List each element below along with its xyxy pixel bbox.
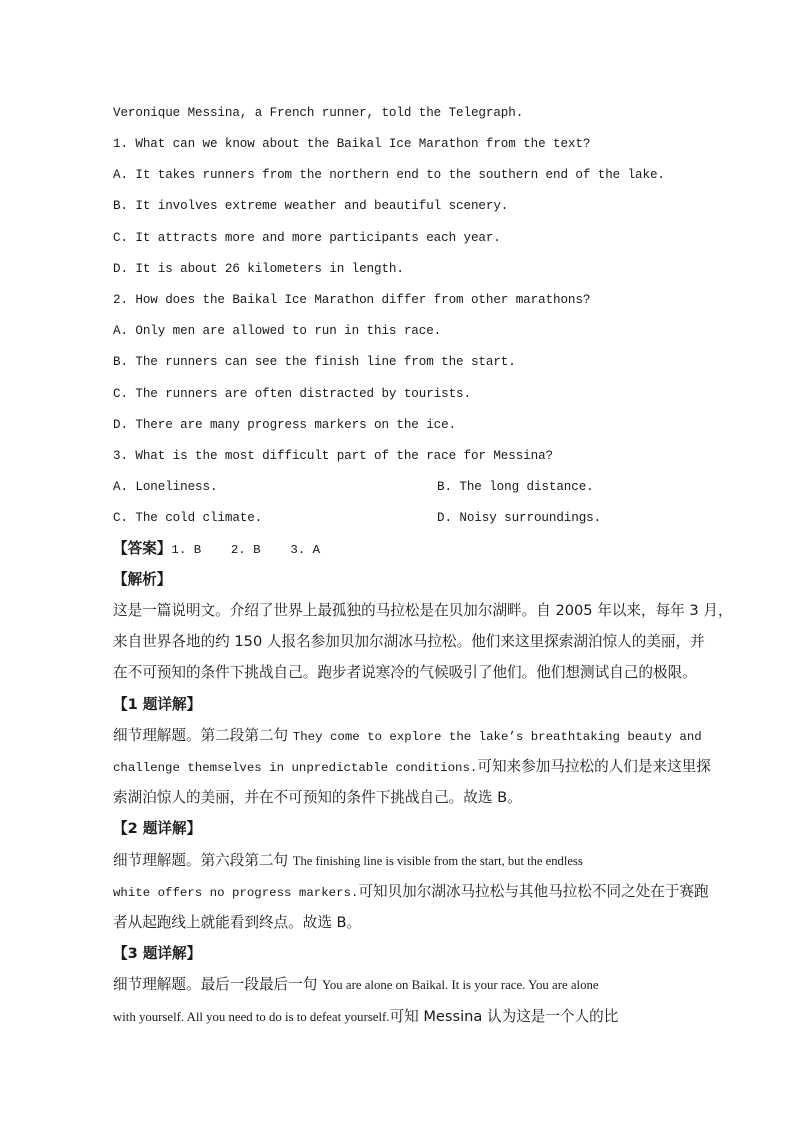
detail-1-line-3: 索湖泊惊人的美丽，并在不可预知的条件下挑战自己。故选 B。 (113, 789, 522, 806)
detail-2-label: 【2 题详解】 (113, 820, 202, 837)
detail-1-line-2-en: challenge themselves in unpredictable conditions. (113, 761, 478, 775)
question-3-options-row-1 (113, 478, 683, 496)
analysis-line-1: 这是一篇说明文。介绍了世界上最孤独的马拉松是在贝加尔湖畔。自 2005 年以来，每年 3 月， (113, 602, 733, 619)
detail-2-line-1-cn: 细节理解题。第六段第二句 (113, 852, 293, 869)
analysis-label: 【解析】 (113, 571, 172, 588)
question-2-option-a: A. Only men are allowed to run in this race. (113, 324, 442, 338)
detail-2-line-2 (113, 883, 709, 902)
detail-3-label: 【3 题详解】 (113, 945, 202, 962)
question-1-option-b: B. It involves extreme weather and beautiful scenery. (113, 199, 509, 213)
question-1-option-d: D. It is about 26 kilometers in length. (113, 262, 404, 276)
document-page (113, 0, 733, 1123)
intro-line: Veronique Messina, a French runner, told the Telegraph. (113, 106, 524, 120)
question-3-option-d: D. Noisy surroundings. (437, 511, 602, 525)
analysis-line-3: 在不可预知的条件下挑战自己。跑步者说寒冷的气候吸引了他们。他们想测试自己的极限。 (113, 664, 697, 681)
question-3-option-b: B. The long distance. (437, 480, 594, 494)
detail-2-line-2-en: white offers no progress markers. (113, 886, 359, 900)
detail-1-line-1-en: They come to explore the lake’s breathtaking beauty and (292, 730, 702, 744)
detail-1-label: 【1 题详解】 (113, 696, 202, 713)
answer-line (113, 540, 683, 559)
detail-3-line-2-en: with yourself. All you need to do is to defeat yourself. (113, 1010, 390, 1024)
detail-2-line-3: 者从起跑线上就能看到终点。故选 B。 (113, 914, 362, 931)
detail-1-line-2 (113, 758, 711, 777)
detail-1-line-1 (113, 727, 702, 746)
question-3-option-c: C. The cold climate. (113, 511, 263, 525)
question-1-option-c: C. It attracts more and more participants each year. (113, 231, 501, 245)
question-1-option-a: A. It takes runners from the northern end to the southern end of the lake. (113, 168, 665, 182)
question-2-option-b: B. The runners can see the finish line from the start. (113, 355, 516, 369)
question-2-option-c: C. The runners are often distracted by tourists. (113, 387, 471, 401)
detail-2-line-1-en: The finishing line is visible from the start, but the endless (292, 854, 583, 868)
analysis-line-2: 来自世界各地的约 150 人报名参加贝加尔湖冰马拉松。他们来这里探索湖泊惊人的美丽，并 (113, 633, 705, 650)
detail-3-line-2 (113, 1008, 683, 1026)
question-1: 1. What can we know about the Baikal Ice Marathon from the text? (113, 137, 591, 151)
detail-2-line-1 (113, 852, 683, 870)
answer-text: 1. B 2. B 3. A (171, 543, 321, 557)
question-3-option-a: A. Loneliness. (113, 480, 218, 494)
detail-1-line-2-cn: 可知来参加马拉松的人们是来这里探 (477, 758, 711, 775)
detail-3-line-2-cn: 可知 Messina 认为这是一个人的比 (389, 1008, 619, 1025)
question-3-options-row-2 (113, 509, 683, 527)
question-2-option-d: D. There are many progress markers on the ice. (113, 418, 457, 432)
detail-3-line-1 (113, 976, 683, 994)
question-2: 2. How does the Baikal Ice Marathon differ from other marathons? (113, 293, 591, 307)
detail-3-line-1-en: You are alone on Baikal. It is your race. You are alone (321, 978, 599, 992)
detail-3-line-1-cn: 细节理解题。最后一段最后一句 (113, 976, 322, 993)
answer-label: 【答案】 (113, 540, 172, 557)
question-3: 3. What is the most difficult part of the race for Messina? (113, 449, 553, 463)
detail-2-line-2-cn: 可知贝加尔湖冰马拉松与其他马拉松不同之处在于赛跑 (358, 883, 709, 900)
detail-1-line-1-cn: 细节理解题。第二段第二句 (113, 727, 293, 744)
